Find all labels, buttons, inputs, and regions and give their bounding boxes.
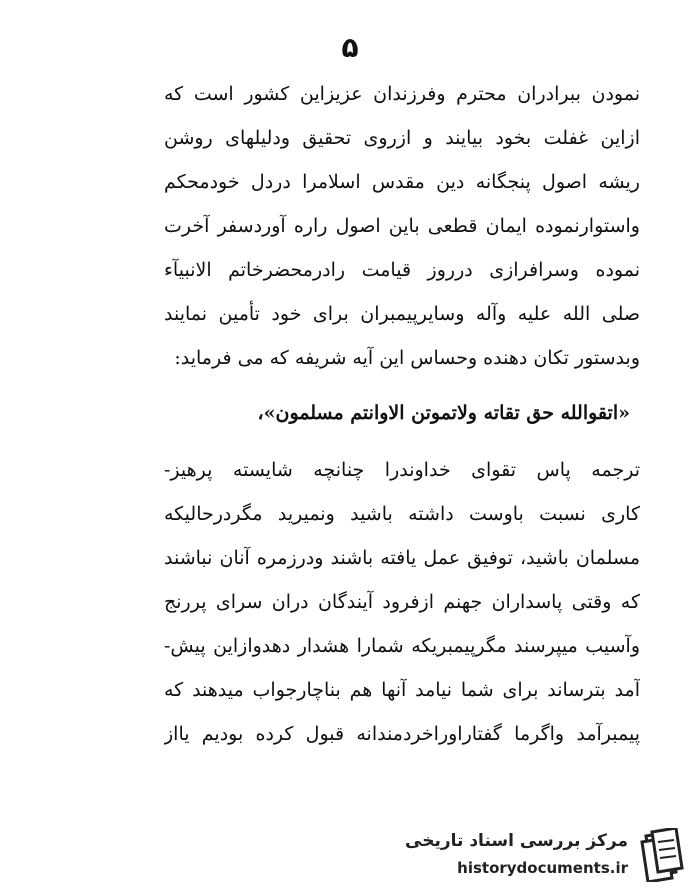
- watermark-title: مرکز بررسی اسناد تاریخی: [405, 831, 628, 851]
- text-line: آمد بترساند برای شما نیامد آنها هم بناچارجواب میدهند که: [164, 679, 640, 701]
- watermark: [405, 826, 692, 886]
- text-line: کاری نسبت باوست داشته باشید ونمیرید مگردرحالیکه: [164, 503, 640, 525]
- text-line: واستوارنموده ایمان قطعی باین اصول راره آوردسفر آخرت: [164, 215, 640, 237]
- paragraph-1: [164, 72, 640, 380]
- text-line: ریشه اصول پنجگانه دین مقدس اسلامرا دردل خودمحکم: [164, 171, 640, 193]
- page-number: ۵: [341, 31, 359, 64]
- text-line: مسلمان باشید، توفیق عمل یافته باشند ودرزمره آنان نباشند: [164, 547, 640, 569]
- text-line: پیمبرآمد واگرما گفتاراوراخردمندانه قبول کرده بودیم یااز: [164, 723, 640, 745]
- watermark-url: historydocuments.ir: [457, 859, 628, 877]
- text-line: ازاین غفلت بخود بیایند و ازروی تحقیق ودلیلهای روشن: [164, 127, 640, 149]
- text-line: نموده وسرافرازی درروز قیامت رادرمحضرخاتم الانبیآء: [164, 259, 640, 281]
- paragraph-2: [164, 448, 640, 756]
- quran-verse: «اتقوالله حق تقاته ولاتموتن الاوانتم مسلمون»،: [257, 402, 630, 424]
- text-line: وبدستور تکان دهنده وحساس این آیه شریفه که می فرماید:: [174, 347, 640, 369]
- text-line: که وقتی پاسداران جهنم ازفرود آیندگان دران سرای پررنج: [164, 591, 640, 613]
- text-line: نمودن ببرادران محترم وفرزندان عزیزاین کشور است که: [164, 83, 640, 105]
- document-pages-logo-icon: [636, 828, 686, 882]
- text-line: ترجمه پاس تقوای خداوندرا چنانچه شایسته پرهیز-: [164, 459, 640, 481]
- text-line: وآسیب میپرسند مگرپیمبریکه شمارا هشدار دهدوازاین پیش-: [164, 635, 640, 657]
- text-line: صلی الله علیه وآله وسایرپیمبران برای خود تأمین نمایند: [164, 303, 640, 325]
